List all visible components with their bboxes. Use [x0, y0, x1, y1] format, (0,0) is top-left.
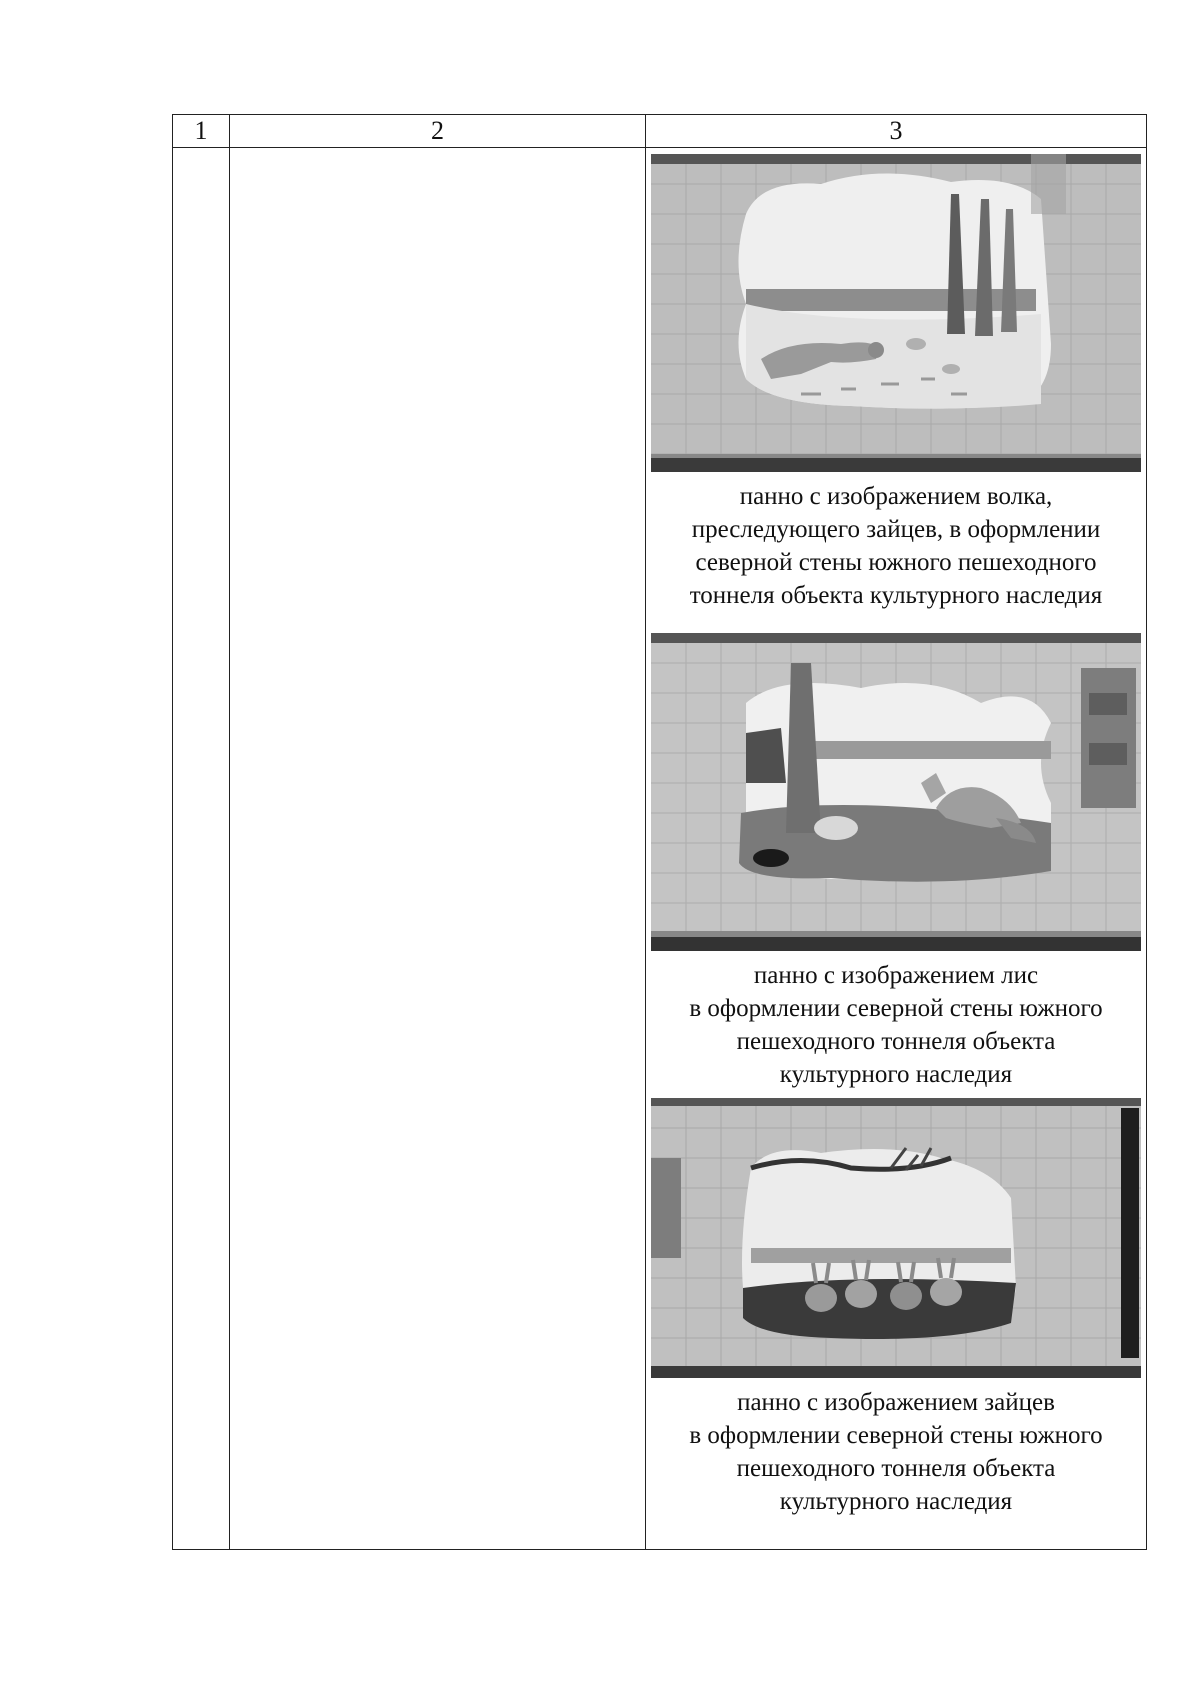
wolf-panel-photo: [651, 154, 1141, 472]
caption-line: панно с изображением волка,: [739, 483, 1053, 510]
panel-hares: [651, 1098, 1141, 1518]
table-header-row: [173, 115, 1147, 148]
caption-line: преследующего зайцев, в оформлении: [691, 516, 1101, 543]
fox-panel-photo: [651, 633, 1141, 951]
caption-line: культурного наследия: [779, 1488, 1013, 1515]
caption-line: северной стены южного пешеходного: [695, 549, 1097, 576]
panel-hares-caption: [651, 1386, 1141, 1518]
caption-line: в оформлении северной стены южного: [689, 995, 1103, 1022]
caption-line: пешеходного тоннеля объекта: [736, 1028, 1056, 1055]
header-cell-1: 1: [173, 115, 230, 148]
document-table: [172, 114, 1147, 1550]
body-cell-3: [646, 148, 1147, 1550]
caption-line: в оформлении северной стены южного: [689, 1422, 1103, 1449]
body-cell-2: [230, 148, 646, 1550]
caption-line: панно с изображением лис: [753, 962, 1039, 989]
panel-fox-caption: [651, 959, 1141, 1091]
panel-fox: [651, 633, 1141, 1091]
header-cell-3: 3: [646, 115, 1147, 148]
panel-wolf: [651, 154, 1141, 612]
caption-line: пешеходного тоннеля объекта: [736, 1455, 1056, 1482]
caption-line: панно с изображением зайцев: [737, 1389, 1055, 1416]
hares-panel-photo: [651, 1098, 1141, 1378]
table-body-row: [173, 148, 1147, 1550]
caption-line: тоннеля объекта культурного наследия: [689, 582, 1103, 609]
body-cell-1: [173, 148, 230, 1550]
panel-wolf-caption: [651, 480, 1141, 612]
caption-line: культурного наследия: [779, 1061, 1013, 1088]
header-cell-2: 2: [230, 115, 646, 148]
